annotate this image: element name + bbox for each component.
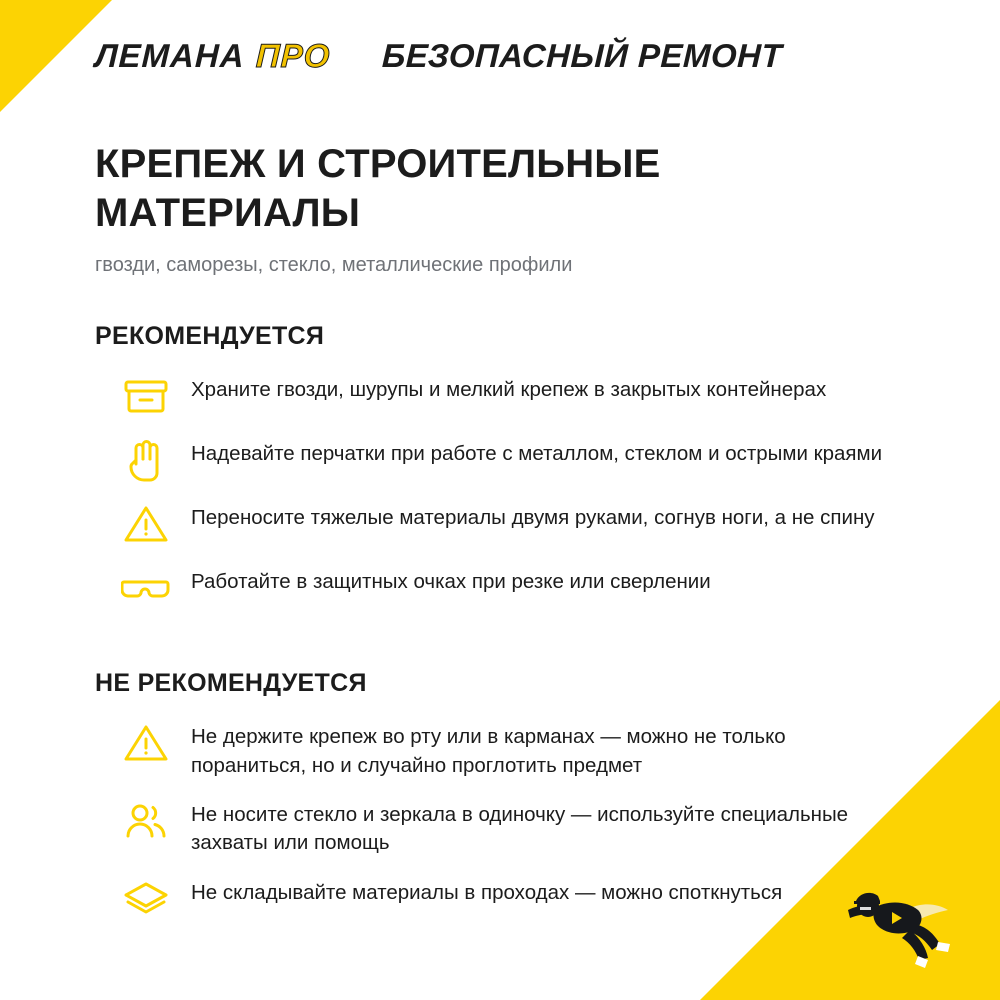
header-bar: [0, 0, 1000, 112]
page-title: КРЕПЕЖ И СТРОИТЕЛЬНЫЕ МАТЕРИАЛЫ: [95, 142, 661, 236]
section-not-recommended: [95, 669, 910, 921]
list-item-text: Работайте в защитных очках при резке или сверлении: [191, 570, 711, 594]
two-people-icon: [95, 798, 191, 844]
section-heading-recommended: РЕКОМЕНДУЕТСЯ: [95, 322, 325, 351]
logo-accent-text: ПРО: [255, 37, 331, 74]
page-subtitle: гвозди, саморезы, стекло, металлические профили: [95, 254, 573, 277]
list-item: [95, 565, 910, 611]
list-item: [95, 373, 910, 419]
safety-goggles-icon: [95, 565, 191, 611]
list-item-text: Не носите стекло и зеркала в одиночку — используйте специальные захваты или помощь: [191, 802, 849, 855]
container-box-icon: [95, 373, 191, 419]
main-content: [95, 140, 910, 940]
list-item: [95, 720, 910, 780]
list-item: [95, 501, 910, 547]
logo-main-text: ЛЕМАНА: [94, 37, 246, 74]
campaign-title: БЕЗОПАСНЫЙ РЕМОНТ: [381, 37, 783, 74]
warning-triangle-icon: [95, 501, 191, 547]
glove-hand-icon: [95, 437, 191, 483]
list-item-text: Не складывайте материалы в проходах — можно споткнуться: [191, 880, 783, 904]
stacked-sheets-icon: [95, 876, 191, 922]
running-worker-mascot: [814, 864, 964, 974]
list-item: [95, 876, 910, 922]
list-item: [95, 798, 910, 858]
section-heading-not-recommended: НЕ РЕКОМЕНДУЕТСЯ: [95, 669, 367, 698]
list-item: [95, 437, 910, 483]
list-item-text: Переносите тяжелые материалы двумя руками, согнув ноги, а не спину: [191, 506, 875, 530]
list-item-text: Храните гвозди, шурупы и мелкий крепеж в закрытых контейнерах: [191, 378, 827, 402]
list-item-text: Не держите крепеж во рту или в карманах — можно не только пораниться, но и случайно проглотить предмет: [191, 725, 786, 777]
section-recommended: [95, 322, 910, 611]
brand-logo: [95, 37, 330, 75]
list-item-text: Надевайте перчатки при работе с металлом, стеклом и острыми краями: [191, 442, 883, 466]
warning-triangle-icon: [95, 720, 191, 766]
